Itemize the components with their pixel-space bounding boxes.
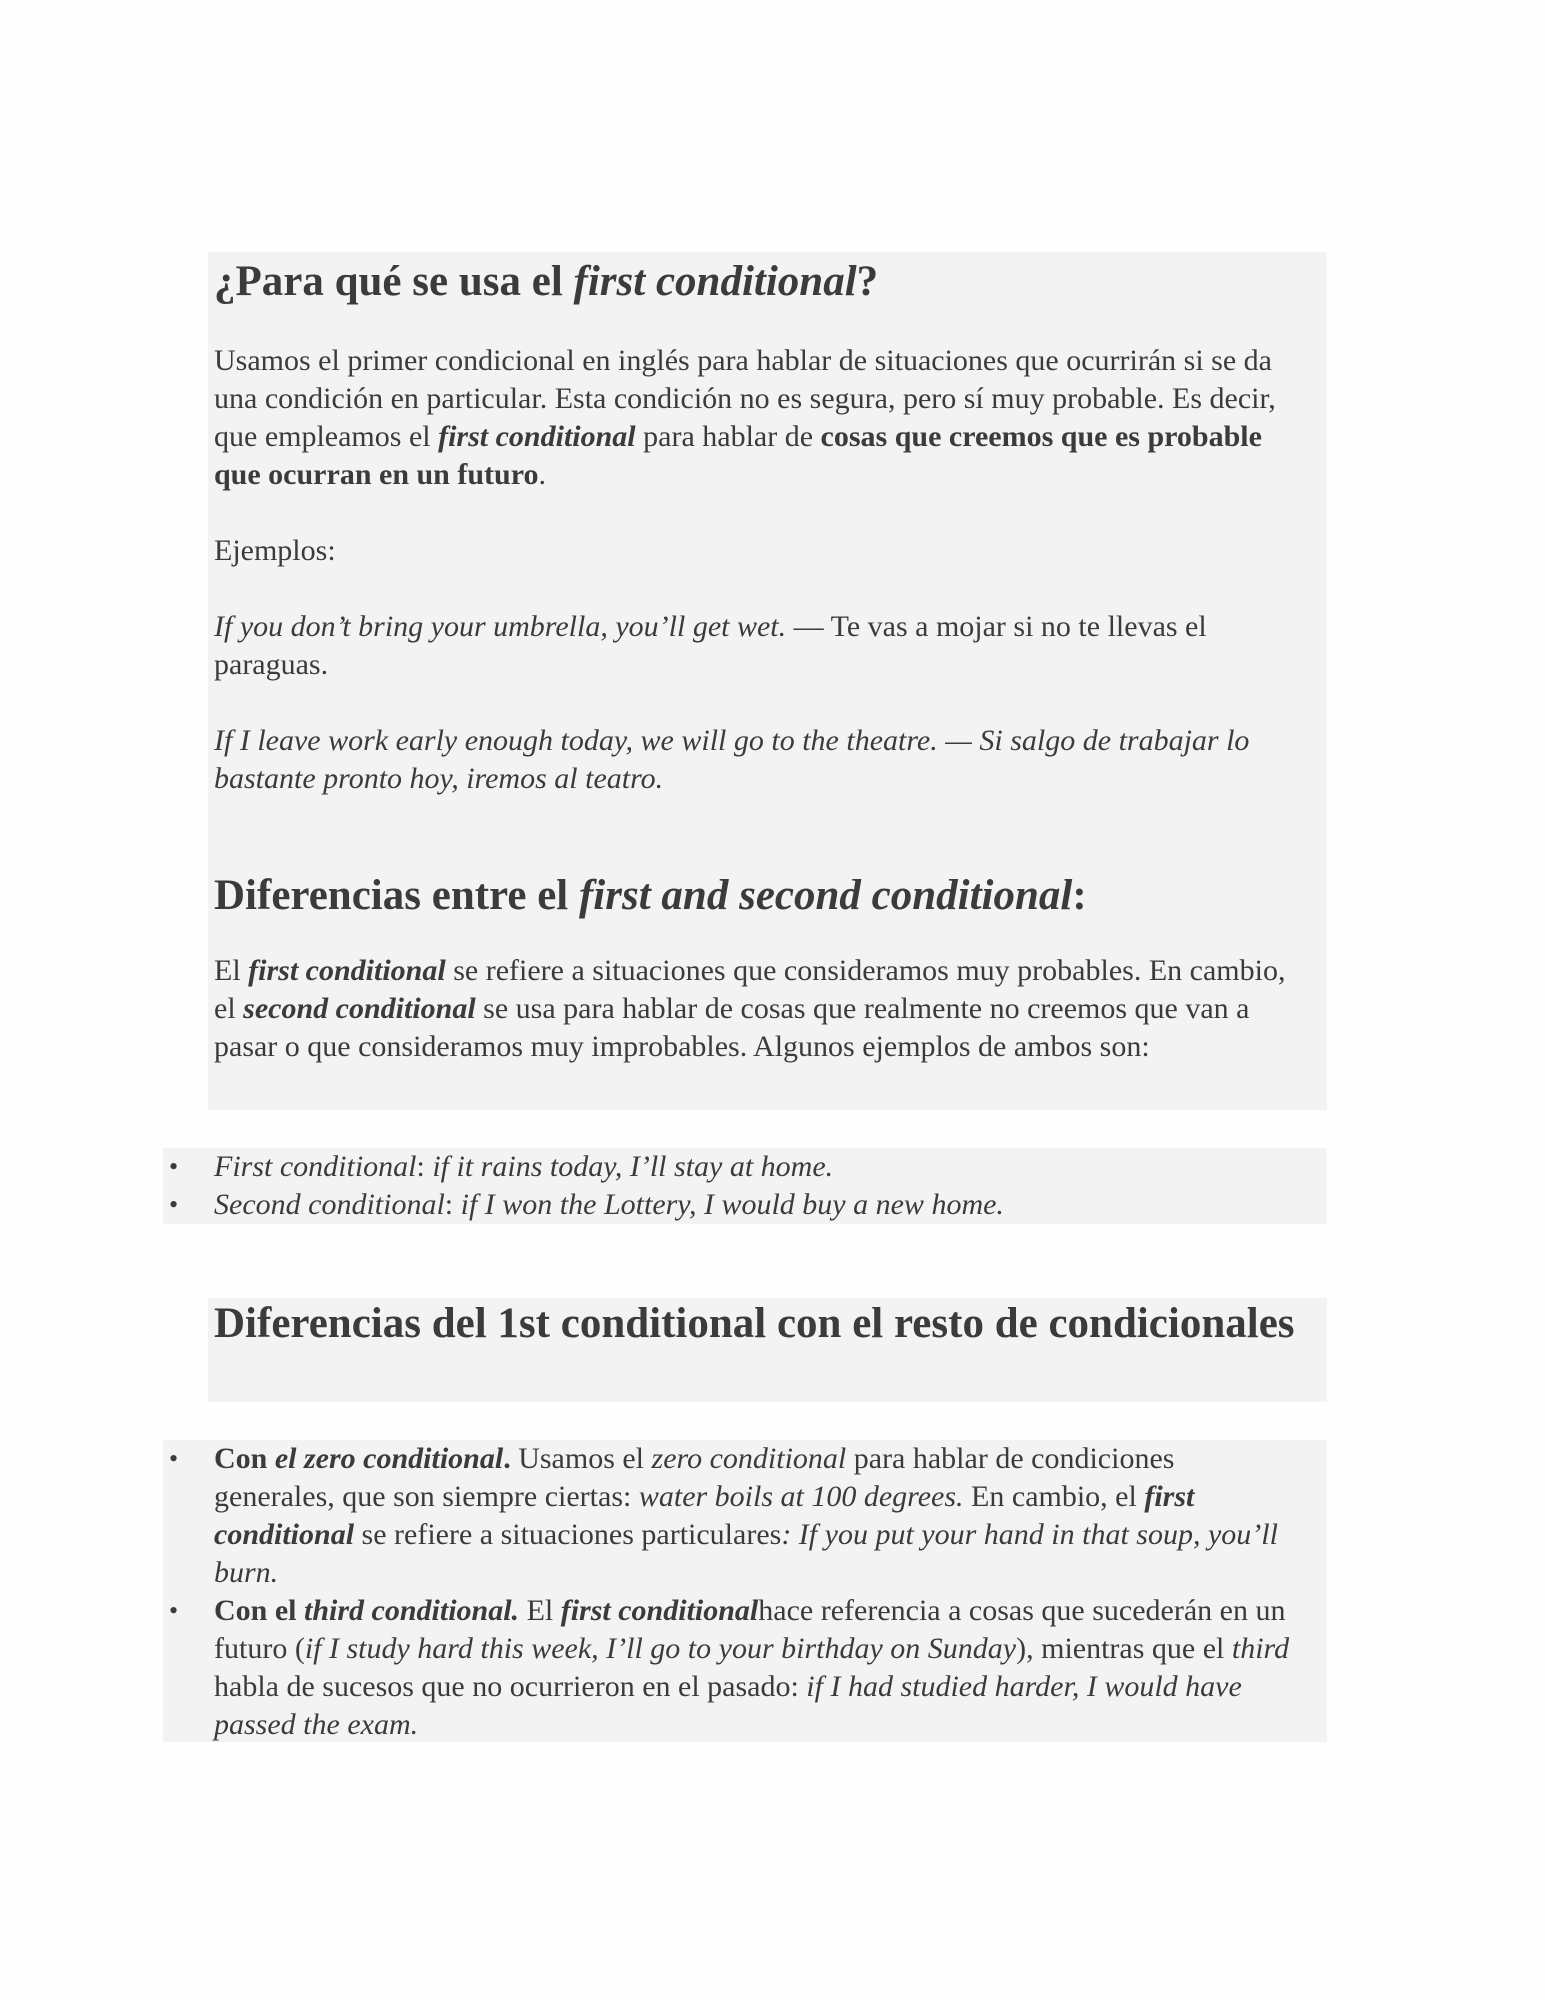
text-bold: cosas que creemos que es probable que ocurran en un futuro (214, 420, 1262, 491)
examples-list-block (163, 1148, 1327, 1224)
text: Usamos el (510, 1442, 652, 1475)
list-item-text: if I won the Lottery, I would buy a new home. (460, 1188, 1004, 1221)
list-item (163, 1148, 1327, 1186)
section-first-conditional (208, 252, 1327, 1110)
paragraph-differences (214, 952, 1314, 1066)
text-italic: zero conditional (651, 1442, 847, 1475)
list-item-zero-conditional (163, 1440, 1293, 1592)
text: El (519, 1594, 561, 1627)
list-item-text: if it rains today, I’ll stay at home. (432, 1150, 834, 1183)
list-item-label: First conditional (214, 1150, 417, 1183)
text: En cambio, el (963, 1480, 1145, 1513)
differences-list-block (163, 1440, 1327, 1742)
conditional-examples-list (163, 1148, 1327, 1224)
heading-text: Diferencias entre el (214, 872, 579, 919)
text-emphasis: el zero conditional (274, 1442, 504, 1475)
example-english: If you don’t bring your umbrella, you’ll get wet. (214, 610, 787, 643)
heading-text: : (1072, 872, 1087, 919)
text-emphasis: second conditional (243, 992, 476, 1025)
text: se refiere a situaciones que consideramos muy probables. En cambio, el (214, 954, 1286, 1025)
text-bold: . (503, 1442, 511, 1475)
heading-text: ¿Para qué se usa el (214, 258, 574, 305)
differences-list (163, 1440, 1293, 1744)
text: habla de sucesos que no ocurrieron en el pasado: (214, 1670, 807, 1703)
text: ), mientras que el (1016, 1632, 1232, 1665)
text-emphasis: third conditional. (304, 1594, 520, 1627)
text: . (538, 458, 546, 491)
text-emphasis: first conditional (214, 1480, 1195, 1551)
heading-differences-rest: Diferencias del 1st conditional con el resto de condicionales (214, 1300, 1295, 1347)
bullet-icon: • (169, 1444, 179, 1473)
example-1 (214, 608, 1314, 684)
heading-block-differences-rest (208, 1298, 1327, 1402)
text: hace referencia a cosas que sucederán en un futuro ( (214, 1594, 1286, 1665)
bullet-icon: • (169, 1190, 179, 1219)
example-spanish: — Te vas a mojar si no te llevas el paraguas. (214, 610, 1207, 681)
text-bold: Con el (214, 1594, 304, 1627)
list-item (163, 1186, 1327, 1224)
text: se usa para hablar de cosas que realmente no creemos que van a pasar o que consideramos muy improbables. Algunos ejemplos de ambos son: (214, 992, 1250, 1063)
example-2: If I leave work early enough today, we will go to the theatre. — Si salgo de trabajar lo bastante pronto hoy, iremos al teatro. (214, 724, 1250, 795)
text-italic: if I study hard this week, I’ll go to your birthday on Sunday (304, 1632, 1017, 1665)
text: Usamos el primer condicional en inglés para hablar de situaciones que ocurrirán si se da una condición en particular. Esta condición no es segura, pero sí muy probable. Es decir, que empleamos el (214, 344, 1276, 453)
text-italic: third (1231, 1632, 1290, 1665)
list-item-third-conditional (163, 1592, 1293, 1744)
list-item-sep: : (416, 1150, 433, 1183)
text-emphasis: first conditional (560, 1594, 759, 1627)
heading-first-conditional-usage (214, 256, 878, 308)
examples-label: Ejemplos: (214, 534, 336, 567)
text-italic: if I had studied harder, I would have passed the exam. (214, 1670, 1242, 1741)
list-item-sep: : (444, 1188, 461, 1221)
text-italic: : If you put your hand in that soup, you’ll burn. (214, 1518, 1278, 1589)
text: para hablar de (635, 420, 821, 453)
text: se refiere a situaciones particulares (354, 1518, 782, 1551)
bullet-icon: • (169, 1152, 179, 1181)
text: para hablar de condiciones generales, que son siempre ciertas: (214, 1442, 1175, 1513)
text-emphasis: first conditional (438, 420, 636, 453)
heading-emphasis: first and second conditional (578, 872, 1073, 919)
heading-emphasis: first conditional (573, 258, 857, 305)
text-emphasis: first conditional (248, 954, 446, 987)
list-item-label: Second conditional (214, 1188, 445, 1221)
text: El (214, 954, 249, 987)
text-bold: Con (214, 1442, 275, 1475)
heading-text: ? (856, 258, 879, 305)
paragraph-intro (214, 342, 1314, 494)
bullet-icon: • (169, 1596, 179, 1625)
heading-differences-first-second (214, 870, 1087, 922)
text-italic: water boils at 100 degrees. (638, 1480, 964, 1513)
